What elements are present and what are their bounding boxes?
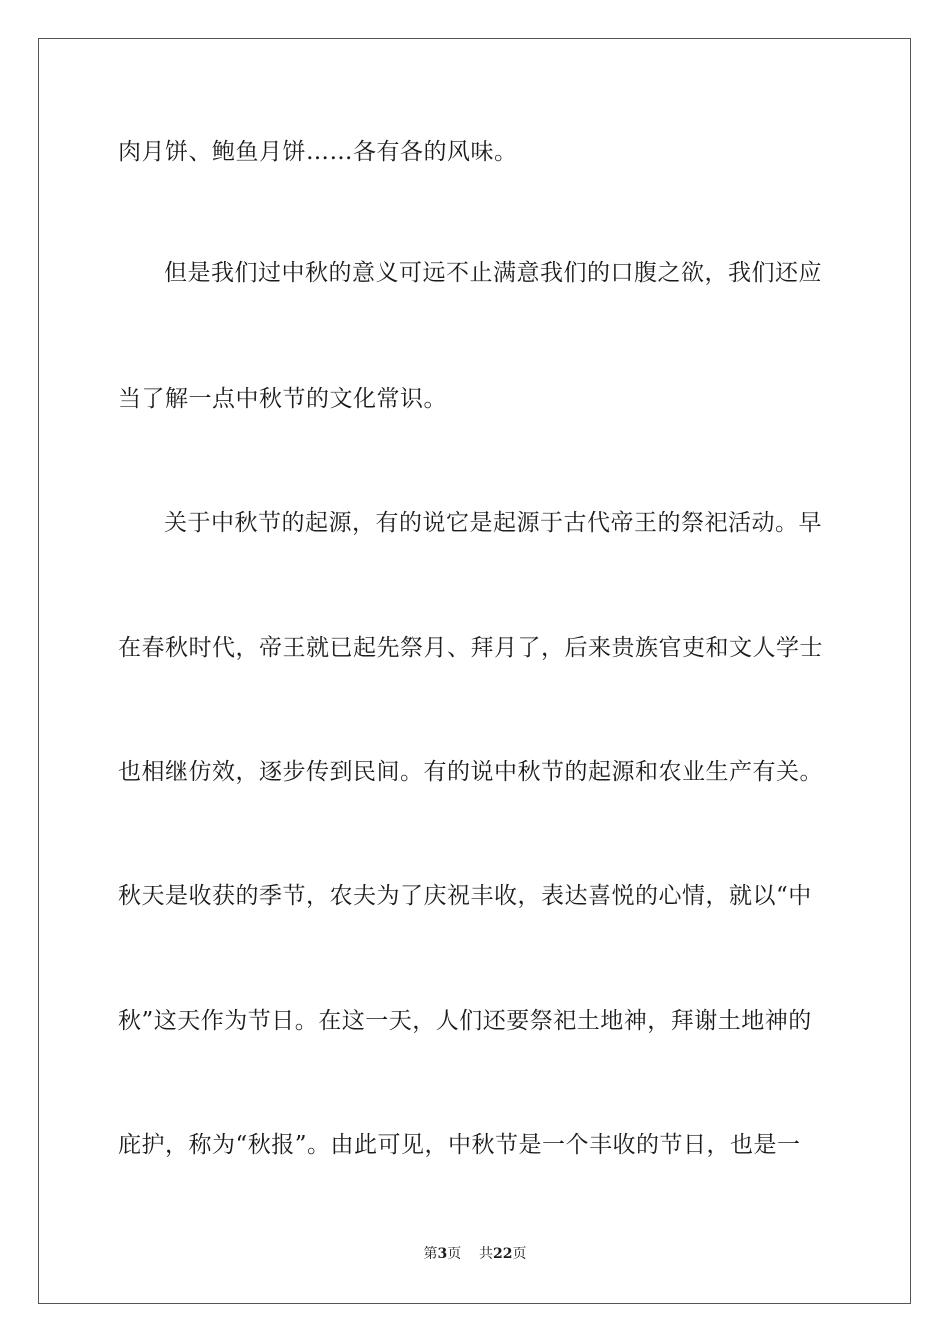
footer-total-prefix: 共 — [479, 1246, 494, 1262]
paragraph-first-line: 但是我们过中秋的意义可远不止满意我们的口腹之欲，我们还应 — [164, 260, 822, 286]
text-line: 秋”这天作为节日。在这一天，人们还要祭祀土地神，拜谢土地神的 — [118, 1008, 812, 1034]
footer-total-suffix: 页 — [512, 1246, 527, 1262]
page-footer — [0, 1245, 950, 1263]
text-line: 肉月饼、鲍鱼月饼……各有各的风味。 — [118, 139, 518, 165]
text-line: 秋天是收获的季节，农夫为了庆祝丰收，表达喜悦的心情，就以“中 — [118, 883, 812, 909]
text-line: 在春秋时代，帝王就已起先祭月、拜月了，后来贵族官吏和文人学士 — [118, 635, 823, 661]
footer-page-prefix: 第 — [423, 1246, 438, 1262]
total-page-count: 22 — [493, 1246, 513, 1262]
text-line: 当了解一点中秋节的文化常识。 — [118, 386, 447, 412]
text-line: 也相继仿效，逐步传到民间。有的说中秋节的起源和农业生产有关。 — [118, 759, 823, 785]
footer-page-suffix: 页 — [447, 1246, 462, 1262]
paragraph-first-line: 关于中秋节的起源，有的说它是起源于古代帝王的祭祀活动。早 — [164, 510, 822, 536]
current-page-number: 3 — [437, 1246, 448, 1262]
page-border — [38, 38, 911, 1304]
text-line: 庇护，称为“秋报”。由此可见，中秋节是一个丰收的节日，也是一 — [118, 1132, 801, 1158]
